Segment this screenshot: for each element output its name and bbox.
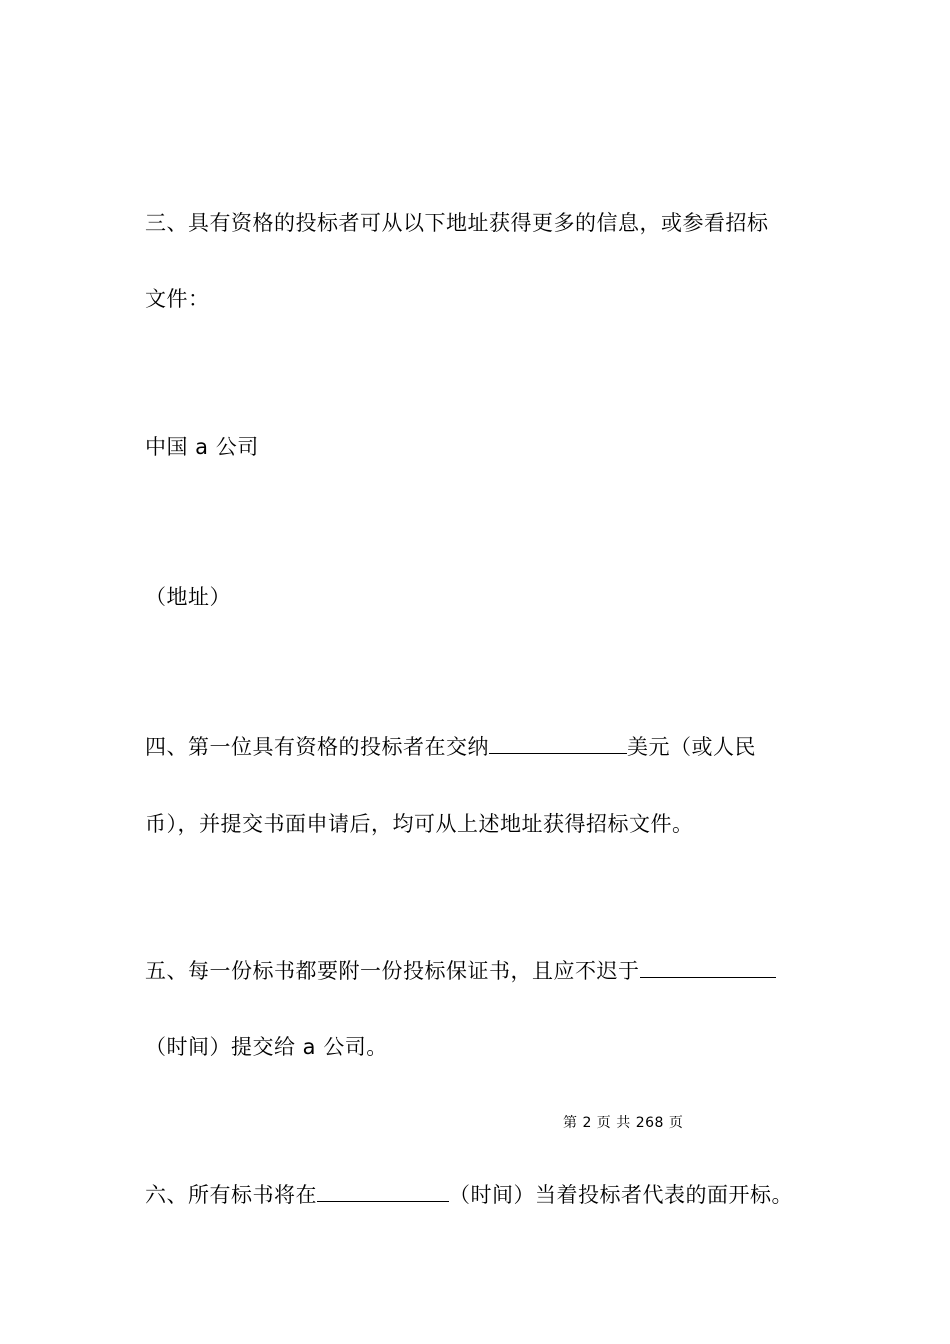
page-number: 第 2 页 共 268 页 xyxy=(563,1115,684,1131)
address-placeholder: （地址） xyxy=(145,585,231,609)
p5-line-1-text: 五、每一份标书都要附一份投标保证书，且应不迟于 xyxy=(145,959,640,983)
p3-line-1: 三、具有资格的投标者可从以下地址获得更多的信息，或参看招标 xyxy=(145,211,769,235)
opening-time-blank xyxy=(317,1181,449,1202)
p6-line-1-before: 六、所有标书将在 xyxy=(145,1183,317,1207)
p5-line-1 xyxy=(145,957,776,985)
p3-line-2: 文件： xyxy=(145,287,210,311)
p6-line-1-after: （时间）当着投标者代表的面开标。 xyxy=(449,1183,793,1207)
p4-line-1 xyxy=(145,733,756,761)
deadline-blank xyxy=(640,957,776,978)
fee-blank xyxy=(489,733,627,754)
p5-line-2: （时间）提交给 a 公司。 xyxy=(145,1035,388,1059)
p4-line-2: 币），并提交书面申请后，均可从上述地址获得招标文件。 xyxy=(145,812,694,836)
company-name: 中国 a 公司 xyxy=(145,435,259,459)
p4-line-1-before: 四、第一位具有资格的投标者在交纳 xyxy=(145,735,489,759)
p6-line-1 xyxy=(145,1181,793,1209)
p4-line-1-after: 美元（或人民 xyxy=(627,735,756,759)
